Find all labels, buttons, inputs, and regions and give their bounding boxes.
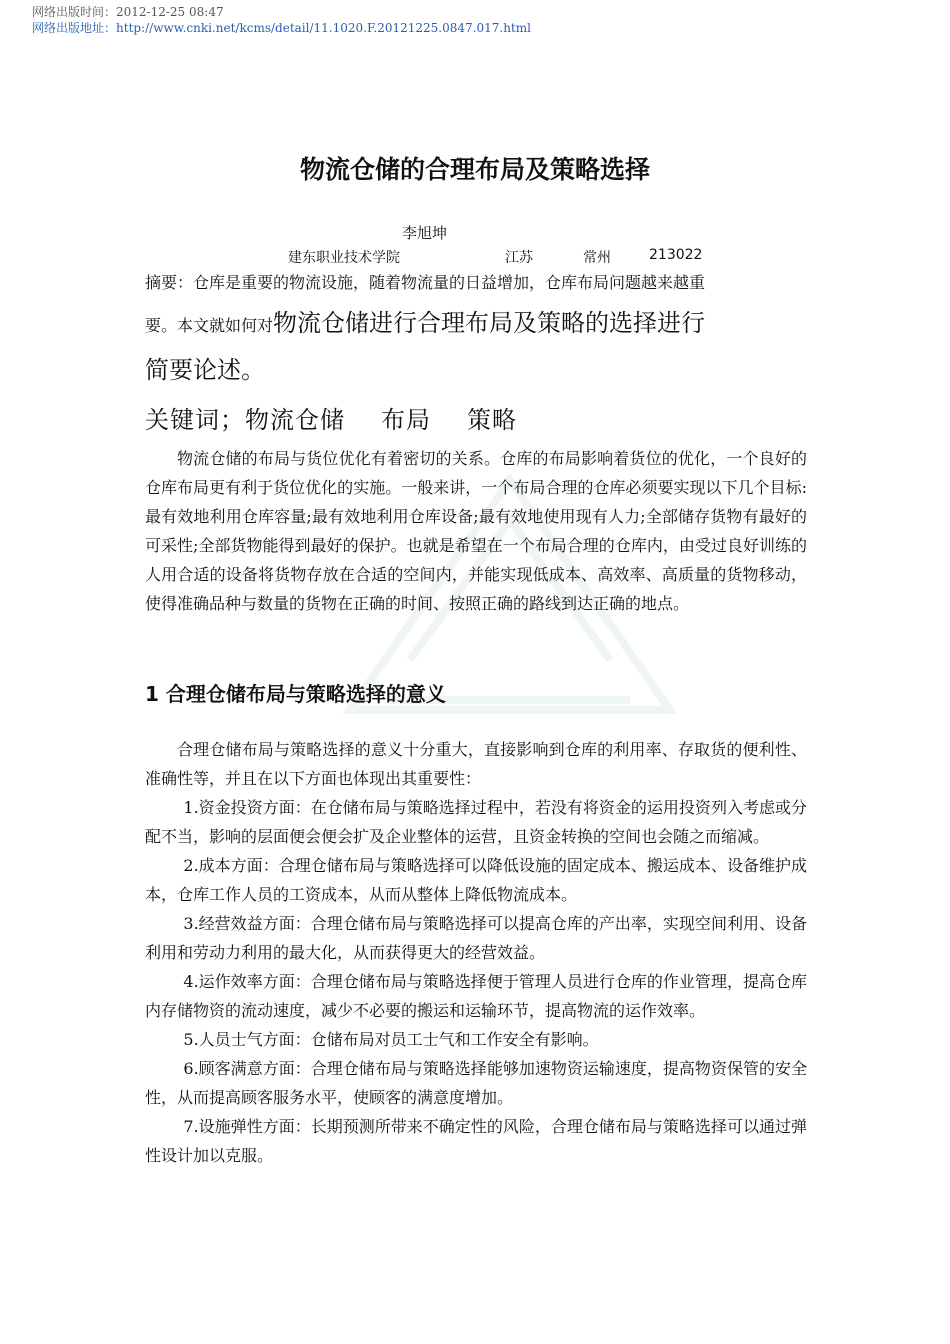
keyword-3: 策略 <box>467 406 517 434</box>
paper-title: 物流仓储的合理布局及策略选择 <box>299 155 650 184</box>
affiliation-province: 江苏 <box>505 250 533 266</box>
section-1-body <box>145 735 807 1170</box>
keywords-label: 关键词； <box>145 406 245 434</box>
affiliation-zip: 213022 <box>649 247 703 263</box>
pub-address[interactable] <box>32 20 531 36</box>
section-1-lead: 合理仓储布局与策略选择的意义十分重大，直接影响到仓库的利用率、存取货的便利性、准确性等，并且在以下方面也体现出其重要性： <box>145 740 807 788</box>
publication-meta <box>32 4 531 36</box>
keyword-2: 布局 <box>381 406 431 434</box>
abstract-line-2 <box>145 303 807 338</box>
list-item: 5.人员士气方面：仓储布局对员工士气和工作安全有影响。 <box>183 1030 599 1049</box>
abstract-line-1: 摘要：仓库是重要的物流设施，随着物流量的日益增加，仓库布局问题越来越重 <box>145 273 706 292</box>
keywords <box>145 400 807 435</box>
intro-section <box>145 444 807 618</box>
affiliation-institution: 建东职业技术学院 <box>288 250 400 266</box>
keyword-1: 物流仓储 <box>245 406 345 434</box>
affiliation-city: 常州 <box>583 250 611 266</box>
pub-time: 网络出版时间：2012-12-25 08:47 <box>32 5 224 19</box>
author-name: 李旭坤 <box>402 224 448 242</box>
list-item: 1.资金投资方面：在仓储布局与策略选择过程中，若没有将资金的运用投资列入考虑或分配不当，影响的层面便会便会扩及企业整体的运营，且资金转换的空间也会随之而缩减。 <box>145 798 807 846</box>
list-item: 6.顾客满意方面：合理仓储布局与策略选择能够加速物资运输速度，提高物资保管的安全性，从而提高顾客服务水平，使顾客的满意度增加。 <box>145 1059 807 1107</box>
list-item: 4.运作效率方面：合理仓储布局与策略选择便于管理人员进行仓库的作业管理，提高仓库内存储物资的流动速度，减少不必要的搬运和运输环节，提高物流的运作效率。 <box>145 972 807 1020</box>
intro-paragraph: 物流仓储的布局与货位优化有着密切的关系。仓库的布局影响着货位的优化，一个良好的仓库布局更有利于货位优化的实施。一般来讲，一个布局合理的仓库必须要实现以下几个目标:最有效地利用仓库容量;最有效地利用仓库设备;最有效地使用现有人力;全部储存货物有最好的可采性;全部货物能得到最好的保护。也就是希望在一个布局合理的仓库内，由受过良好训练的人用合适的设备将货物存放在合适的空间内，并能实现低成本、高效率、高质量的货物移动，使得准确品种与数量的货物在正确的时间、按照正确的路线到达正确的地点。 <box>145 449 807 613</box>
list-item: 2.成本方面：合理仓储布局与策略选择可以降低设施的固定成本、搬运成本、设备维护成本，仓库工作人员的工资成本，从而从整体上降低物流成本。 <box>145 856 807 904</box>
pub-address-url[interactable]: http://www.cnki.net/kcms/detail/11.1020.F.20121225.0847.017.html <box>116 21 531 35</box>
abstract-line-2-big: 物流仓储进行合理布局及策略的选择进行 <box>273 309 706 337</box>
section-1-heading: 1 合理仓储布局与策略选择的意义 <box>145 682 446 706</box>
abstract-line-2-small: 要。本文就如何对 <box>145 316 274 335</box>
abstract-line-3: 简要论述。 <box>145 356 265 384</box>
list-item: 3.经营效益方面：合理仓储布局与策略选择可以提高仓库的产出率，实现空间利用、设备利用和劳动力利用的最大化，从而获得更大的经营效益。 <box>145 914 807 962</box>
list-item: 7.设施弹性方面：长期预测所带来不确定性的风险，合理仓储布局与策略选择可以通过弹性设计加以克服。 <box>145 1117 807 1165</box>
pub-address-label: 网络出版地址： <box>32 21 117 35</box>
